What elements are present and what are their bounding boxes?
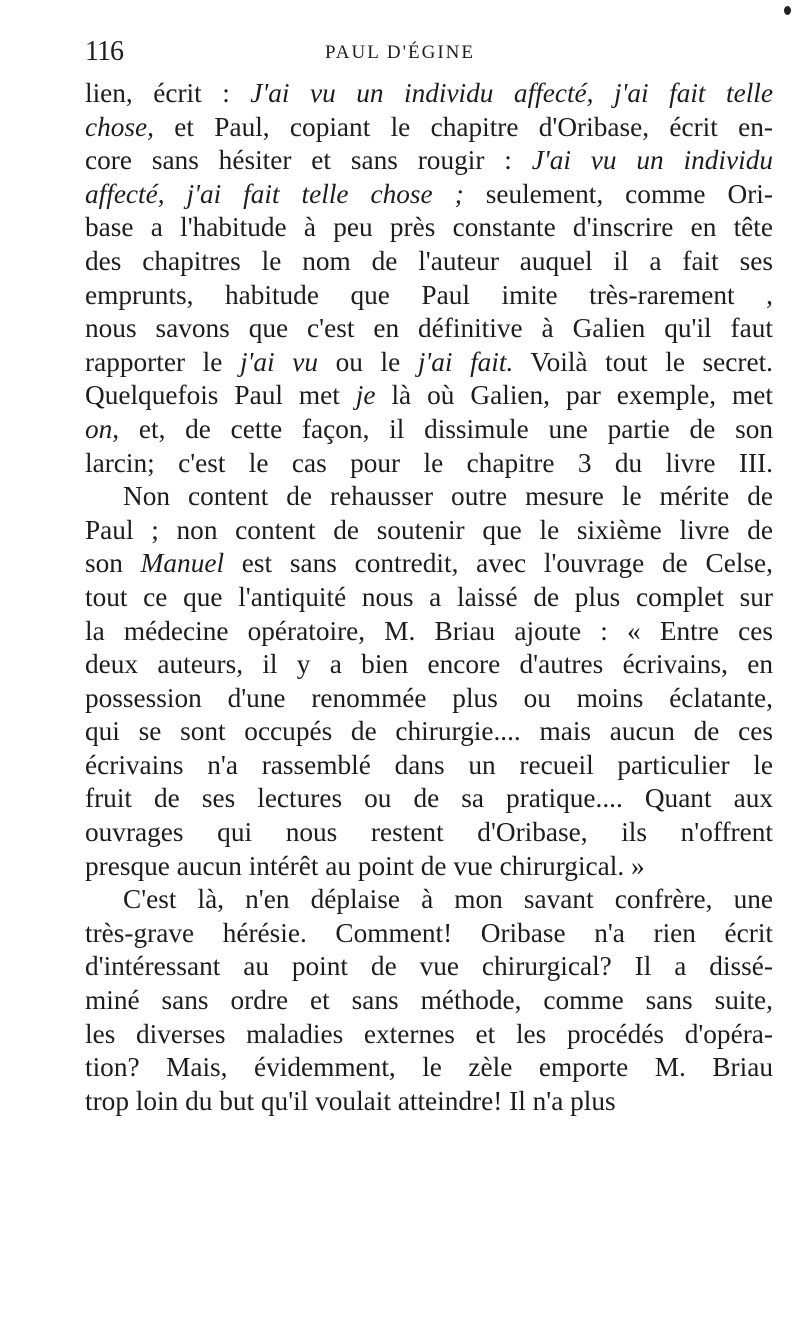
text-run: miné sans ordre et sans méthode, comme sans suite, <box>85 985 773 1016</box>
italic-phrase: on, <box>85 413 120 444</box>
text-run: Paul ; non content de soutenir que le sixième livre de <box>85 514 773 545</box>
text-line <box>85 749 773 783</box>
text-run: et, de cette façon, il dissimule une partie de son <box>119 413 773 444</box>
text-run: lien, écrit : <box>85 78 251 108</box>
text-run: possession d'une renommée plus ou moins éclatante, <box>85 682 773 713</box>
text-run: Quelquefois Paul met <box>85 380 356 411</box>
text-run: la médecine opératoire, M. Briau ajoute : « Entre ces <box>85 615 773 646</box>
text-line <box>85 917 773 951</box>
text-run: tout ce que l'antiquité nous a laissé de plus complet sur <box>85 581 773 612</box>
text-run: trop loin du but qu'il voulait atteindre! Il n'a plus <box>85 1085 616 1116</box>
text-line <box>85 581 773 615</box>
text-run: est sans contredit, avec l'ouvrage de Celse, <box>224 548 773 579</box>
text-run: Voilà tout le secret. <box>513 346 774 377</box>
italic-phrase: j'ai fait. <box>417 346 514 377</box>
text-line <box>85 245 773 279</box>
italic-phrase: je <box>355 380 376 411</box>
text-line <box>85 984 773 1018</box>
italic-phrase: J'ai vu un individu <box>531 145 774 176</box>
text-line <box>85 413 773 447</box>
text-line <box>85 1051 773 1085</box>
text-line <box>85 346 773 380</box>
text-run: très-grave hérésie. Comment! Oribase n'a rien écrit <box>85 917 773 948</box>
text-run: les diverses maladies externes et les procédés d'opéra- <box>85 1018 773 1049</box>
text-run: larcin; c'est le cas pour le chapitre 3 du livre III. <box>85 447 773 478</box>
text-run: fruit de ses lectures ou de sa pratique.... Quant aux <box>85 783 773 814</box>
text-run: nous savons que c'est en définitive à Galien qu'il faut <box>85 313 773 344</box>
text-line <box>85 447 773 481</box>
text-run: et Paul, copiant le chapitre d'Oribase, écrit en- <box>153 111 773 142</box>
text-run: Non content de rehausser outre mesure le mérite de <box>123 481 773 512</box>
text-line <box>85 850 773 884</box>
text-run: core sans hésiter et sans rougir : <box>85 145 532 176</box>
italic-phrase: chose, <box>85 111 154 142</box>
text-line <box>85 178 773 212</box>
text-line <box>85 782 773 816</box>
text-run: ou le <box>317 346 418 377</box>
ink-speck <box>784 6 791 15</box>
text-line <box>85 648 773 682</box>
text-run: son <box>85 548 141 579</box>
text-run: des chapitres le nom de l'auteur auquel il a fait ses <box>85 245 773 276</box>
text-line <box>85 682 773 716</box>
text-run: emprunts, habitude que Paul imite très-rarement , <box>85 279 773 310</box>
italic-phrase: Manuel <box>140 548 225 579</box>
text-line <box>85 1018 773 1052</box>
text-line <box>85 715 773 749</box>
text-run: rapporter le <box>85 346 240 377</box>
page-number: 116 <box>85 36 123 67</box>
text-line <box>85 312 773 346</box>
text-run: C'est là, n'en déplaise à mon savant confrère, une <box>123 884 773 915</box>
text-line <box>85 480 773 514</box>
italic-phrase: J'ai vu un individu affecté, j'ai fait telle <box>250 78 773 108</box>
text-run: tion? Mais, évidemment, le zèle emporte M. Briau <box>85 1052 773 1083</box>
text-line <box>85 211 773 245</box>
text-run: base a l'habitude à peu près constante d'inscrire en tête <box>85 212 773 243</box>
body-text <box>85 77 773 1118</box>
text-line <box>85 950 773 984</box>
text-line <box>85 77 773 111</box>
text-run: là où Galien, par exemple, met <box>375 380 773 411</box>
text-line <box>85 1085 773 1119</box>
text-run: qui se sont occupés de chirurgie.... mais aucun de ces <box>85 716 773 747</box>
page-header <box>85 36 715 72</box>
text-run: d'intéressant au point de vue chirurgical? Il a dissé- <box>85 951 773 982</box>
text-line <box>85 279 773 313</box>
text-run: seulement, comme Ori- <box>463 178 773 209</box>
text-line <box>85 111 773 145</box>
text-run: ouvrages qui nous restent d'Oribase, ils n'offrent <box>85 817 773 848</box>
text-line <box>85 379 773 413</box>
text-line <box>85 547 773 581</box>
text-line <box>85 615 773 649</box>
text-line <box>85 514 773 548</box>
text-line <box>85 144 773 178</box>
italic-phrase: j'ai vu <box>239 346 318 377</box>
text-run: écrivains n'a rassemblé dans un recueil particulier le <box>85 749 773 780</box>
running-title: PAUL D'ÉGINE <box>324 42 476 63</box>
italic-phrase: affecté, j'ai fait telle chose ; <box>85 178 464 209</box>
text-run: presque aucun intérêt au point de vue chirurgical. » <box>85 850 645 881</box>
text-line <box>85 883 773 917</box>
text-run: deux auteurs, il y a bien encore d'autres écrivains, en <box>85 649 773 680</box>
text-line <box>85 816 773 850</box>
